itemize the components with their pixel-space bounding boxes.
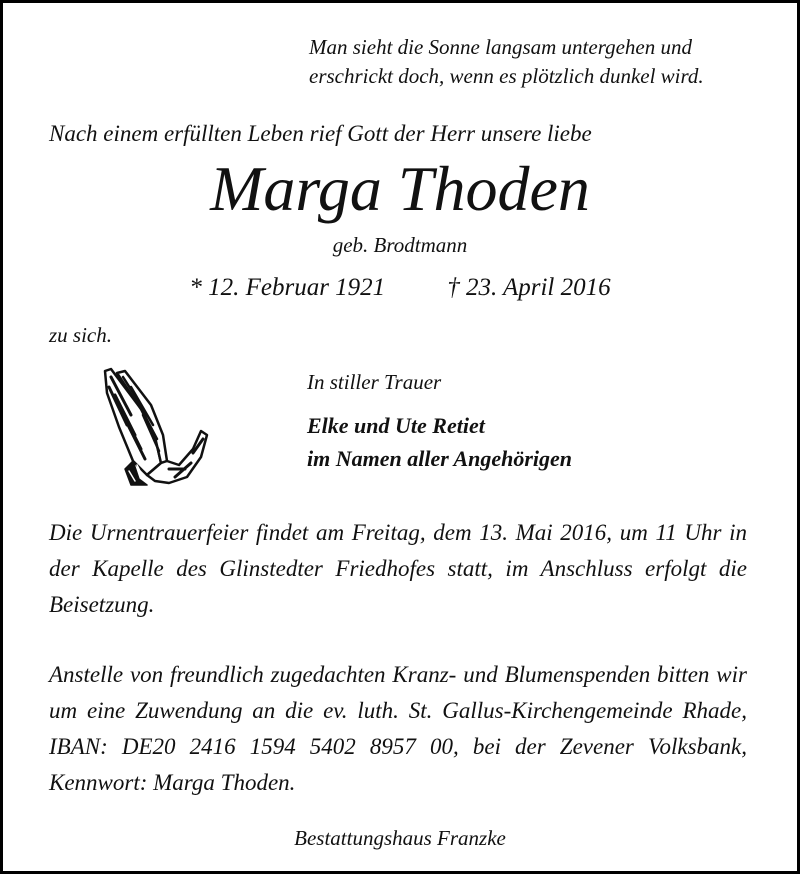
praying-hands-icon xyxy=(97,365,217,489)
quote-line-1: Man sieht die Sonne langsam untergehen und xyxy=(309,35,692,59)
opening-quote xyxy=(309,33,704,91)
deceased-name: Marga Thoden xyxy=(210,153,590,224)
birth-name: geb. Brodtmann xyxy=(332,233,468,257)
ceremony-details: Die Urnentrauerfeier findet am Freitag, dem 13. Mai 2016, um 11 Uhr in der Kapelle des Glinstedter Friedhofes statt, im Anschluss erfolgt die Beisetzung. xyxy=(49,520,747,617)
birth-date: * 12. Februar 1921 xyxy=(189,274,386,301)
intro-text: Nach einem erfüllten Leben rief Gott der Herr unsere liebe xyxy=(49,121,592,146)
quote-line-2: erschrickt doch, wenn es plötzlich dunkel wird. xyxy=(309,64,704,88)
donation-request: Anstelle von freundlich zugedachten Kranz- und Blumenspenden bitten wir um eine Zuwendung an die ev. luth. St. Gallus-Kirchengemeinde Rhade, IBAN: DE20 2416 1594 5402 8957 00, bei der Zevener Volksbank, Kennwort: Marga Thoden. xyxy=(49,662,747,795)
mourners-line-2: im Namen aller Angehörigen xyxy=(307,446,573,471)
mourners-line-1: Elke und Ute Retiet xyxy=(307,413,485,438)
life-dates xyxy=(3,274,797,302)
mourners xyxy=(307,409,572,475)
mourning-heading: In stiller Trauer xyxy=(307,370,442,394)
death-date: † 23. April 2016 xyxy=(447,274,611,301)
undertaker-name: Bestattungshaus Franzke xyxy=(294,826,506,850)
intro-continuation: zu sich. xyxy=(49,323,112,347)
